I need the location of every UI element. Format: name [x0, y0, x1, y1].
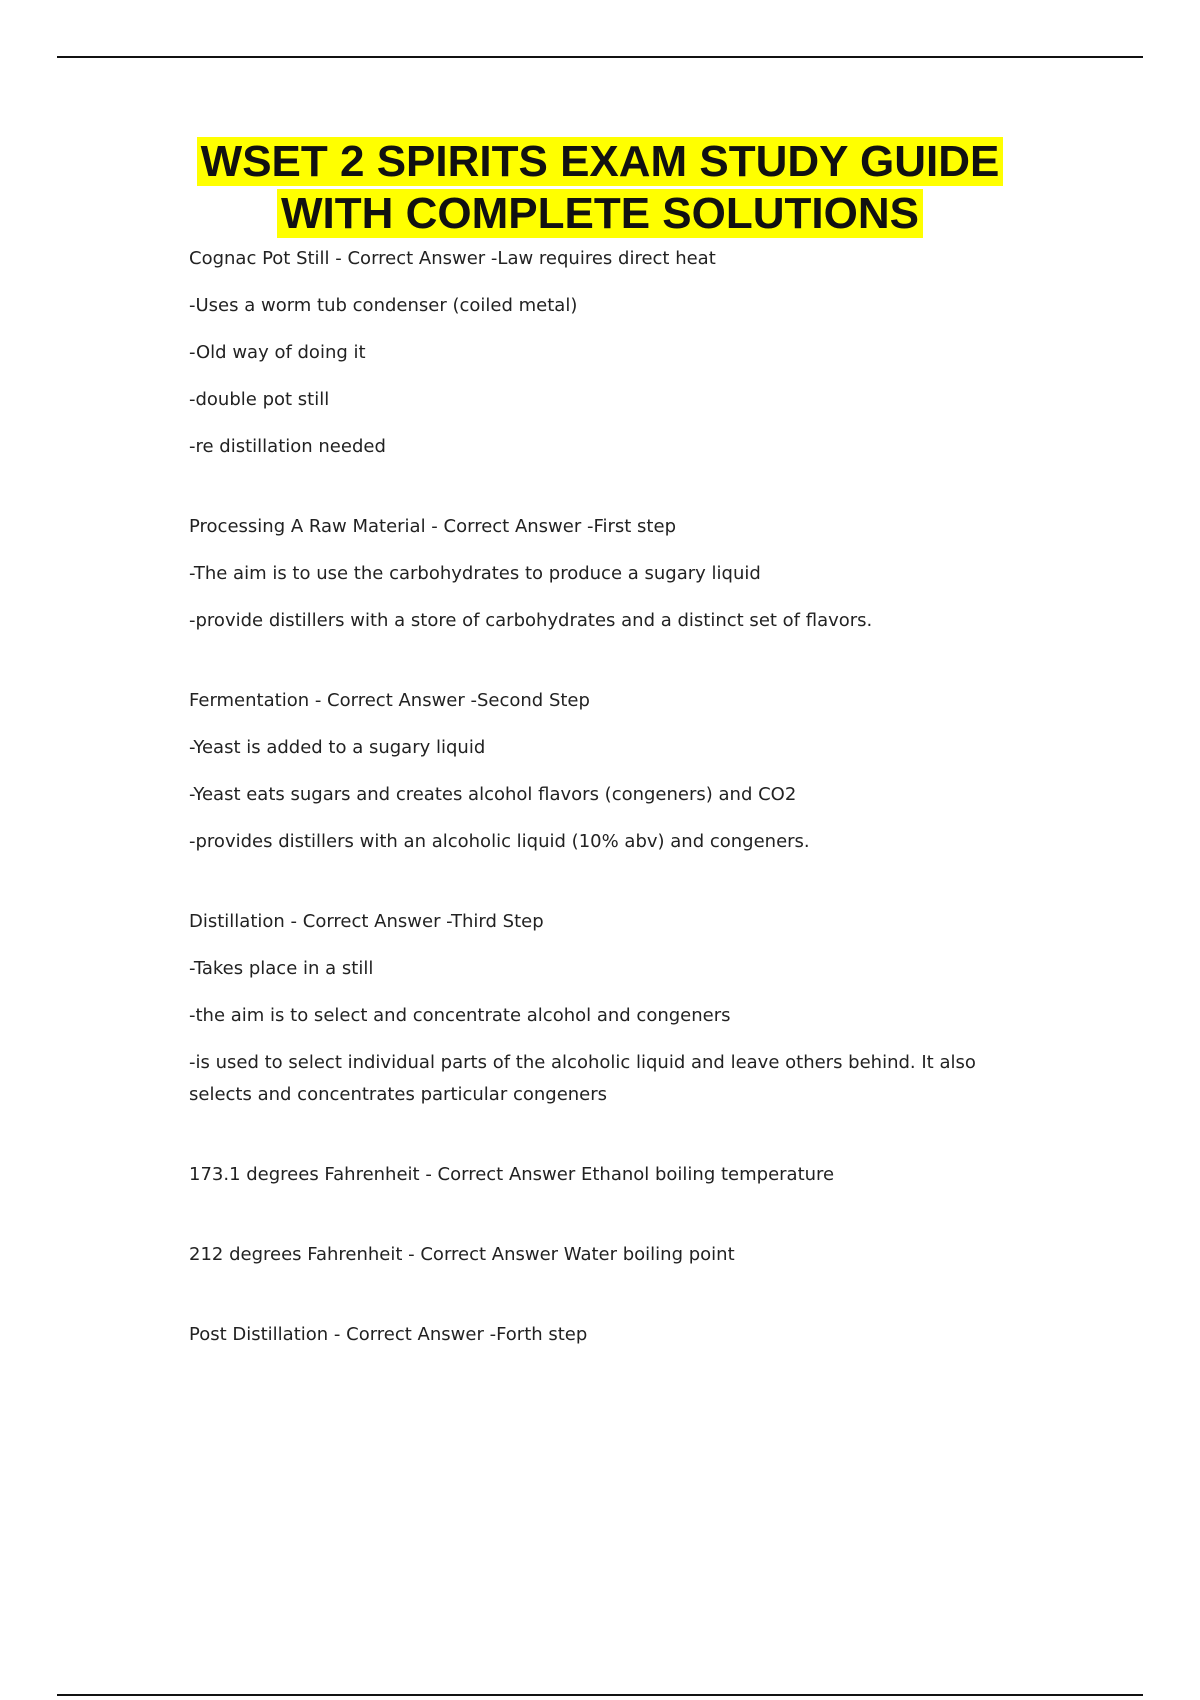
- title-line-1: WSET 2 SPIRITS EXAM STUDY GUIDE: [197, 137, 1004, 186]
- top-rule: [57, 56, 1143, 58]
- entry-heading-processing-raw-material: Processing A Raw Material - Correct Answer -First step: [189, 516, 676, 537]
- entry-heading-post-distillation: Post Distillation - Correct Answer -Forth step: [189, 1324, 588, 1345]
- entry-line: -Takes place in a still: [189, 958, 374, 979]
- entry-line: -double pot still: [189, 389, 330, 410]
- entry-line: -provides distillers with an alcoholic liquid (10% abv) and congeners.: [189, 831, 810, 852]
- title-line-2: WITH COMPLETE SOLUTIONS: [277, 189, 923, 238]
- entry-heading-cognac-pot-still: Cognac Pot Still - Correct Answer -Law requires direct heat: [189, 248, 716, 269]
- bottom-rule: [57, 1694, 1143, 1696]
- study-guide-content: [189, 243, 1019, 1366]
- entry-line: -re distillation needed: [189, 436, 386, 457]
- entry-line: -Uses a worm tub condenser (coiled metal): [189, 295, 578, 316]
- entry-heading-distillation: Distillation - Correct Answer -Third Step: [189, 911, 544, 932]
- entry-line: -is used to select individual parts of the alcoholic liquid and leave others behind. It also selects and concentrates particular congeners: [189, 1052, 976, 1105]
- entry-line: -Yeast is added to a sugary liquid: [189, 737, 486, 758]
- entry-heading-ethanol-boiling: 173.1 degrees Fahrenheit - Correct Answer Ethanol boiling temperature: [189, 1164, 835, 1185]
- page-title: [0, 136, 1200, 240]
- entry-line: -Yeast eats sugars and creates alcohol flavors (congeners) and CO2: [189, 784, 797, 805]
- entry-line: -the aim is to select and concentrate alcohol and congeners: [189, 1005, 731, 1026]
- entry-heading-fermentation: Fermentation - Correct Answer -Second Step: [189, 690, 590, 711]
- entry-line: -The aim is to use the carbohydrates to produce a sugary liquid: [189, 563, 761, 584]
- entry-line: -Old way of doing it: [189, 342, 366, 363]
- entry-heading-water-boiling: 212 degrees Fahrenheit - Correct Answer Water boiling point: [189, 1244, 735, 1265]
- entry-line: -provide distillers with a store of carbohydrates and a distinct set of flavors.: [189, 610, 873, 631]
